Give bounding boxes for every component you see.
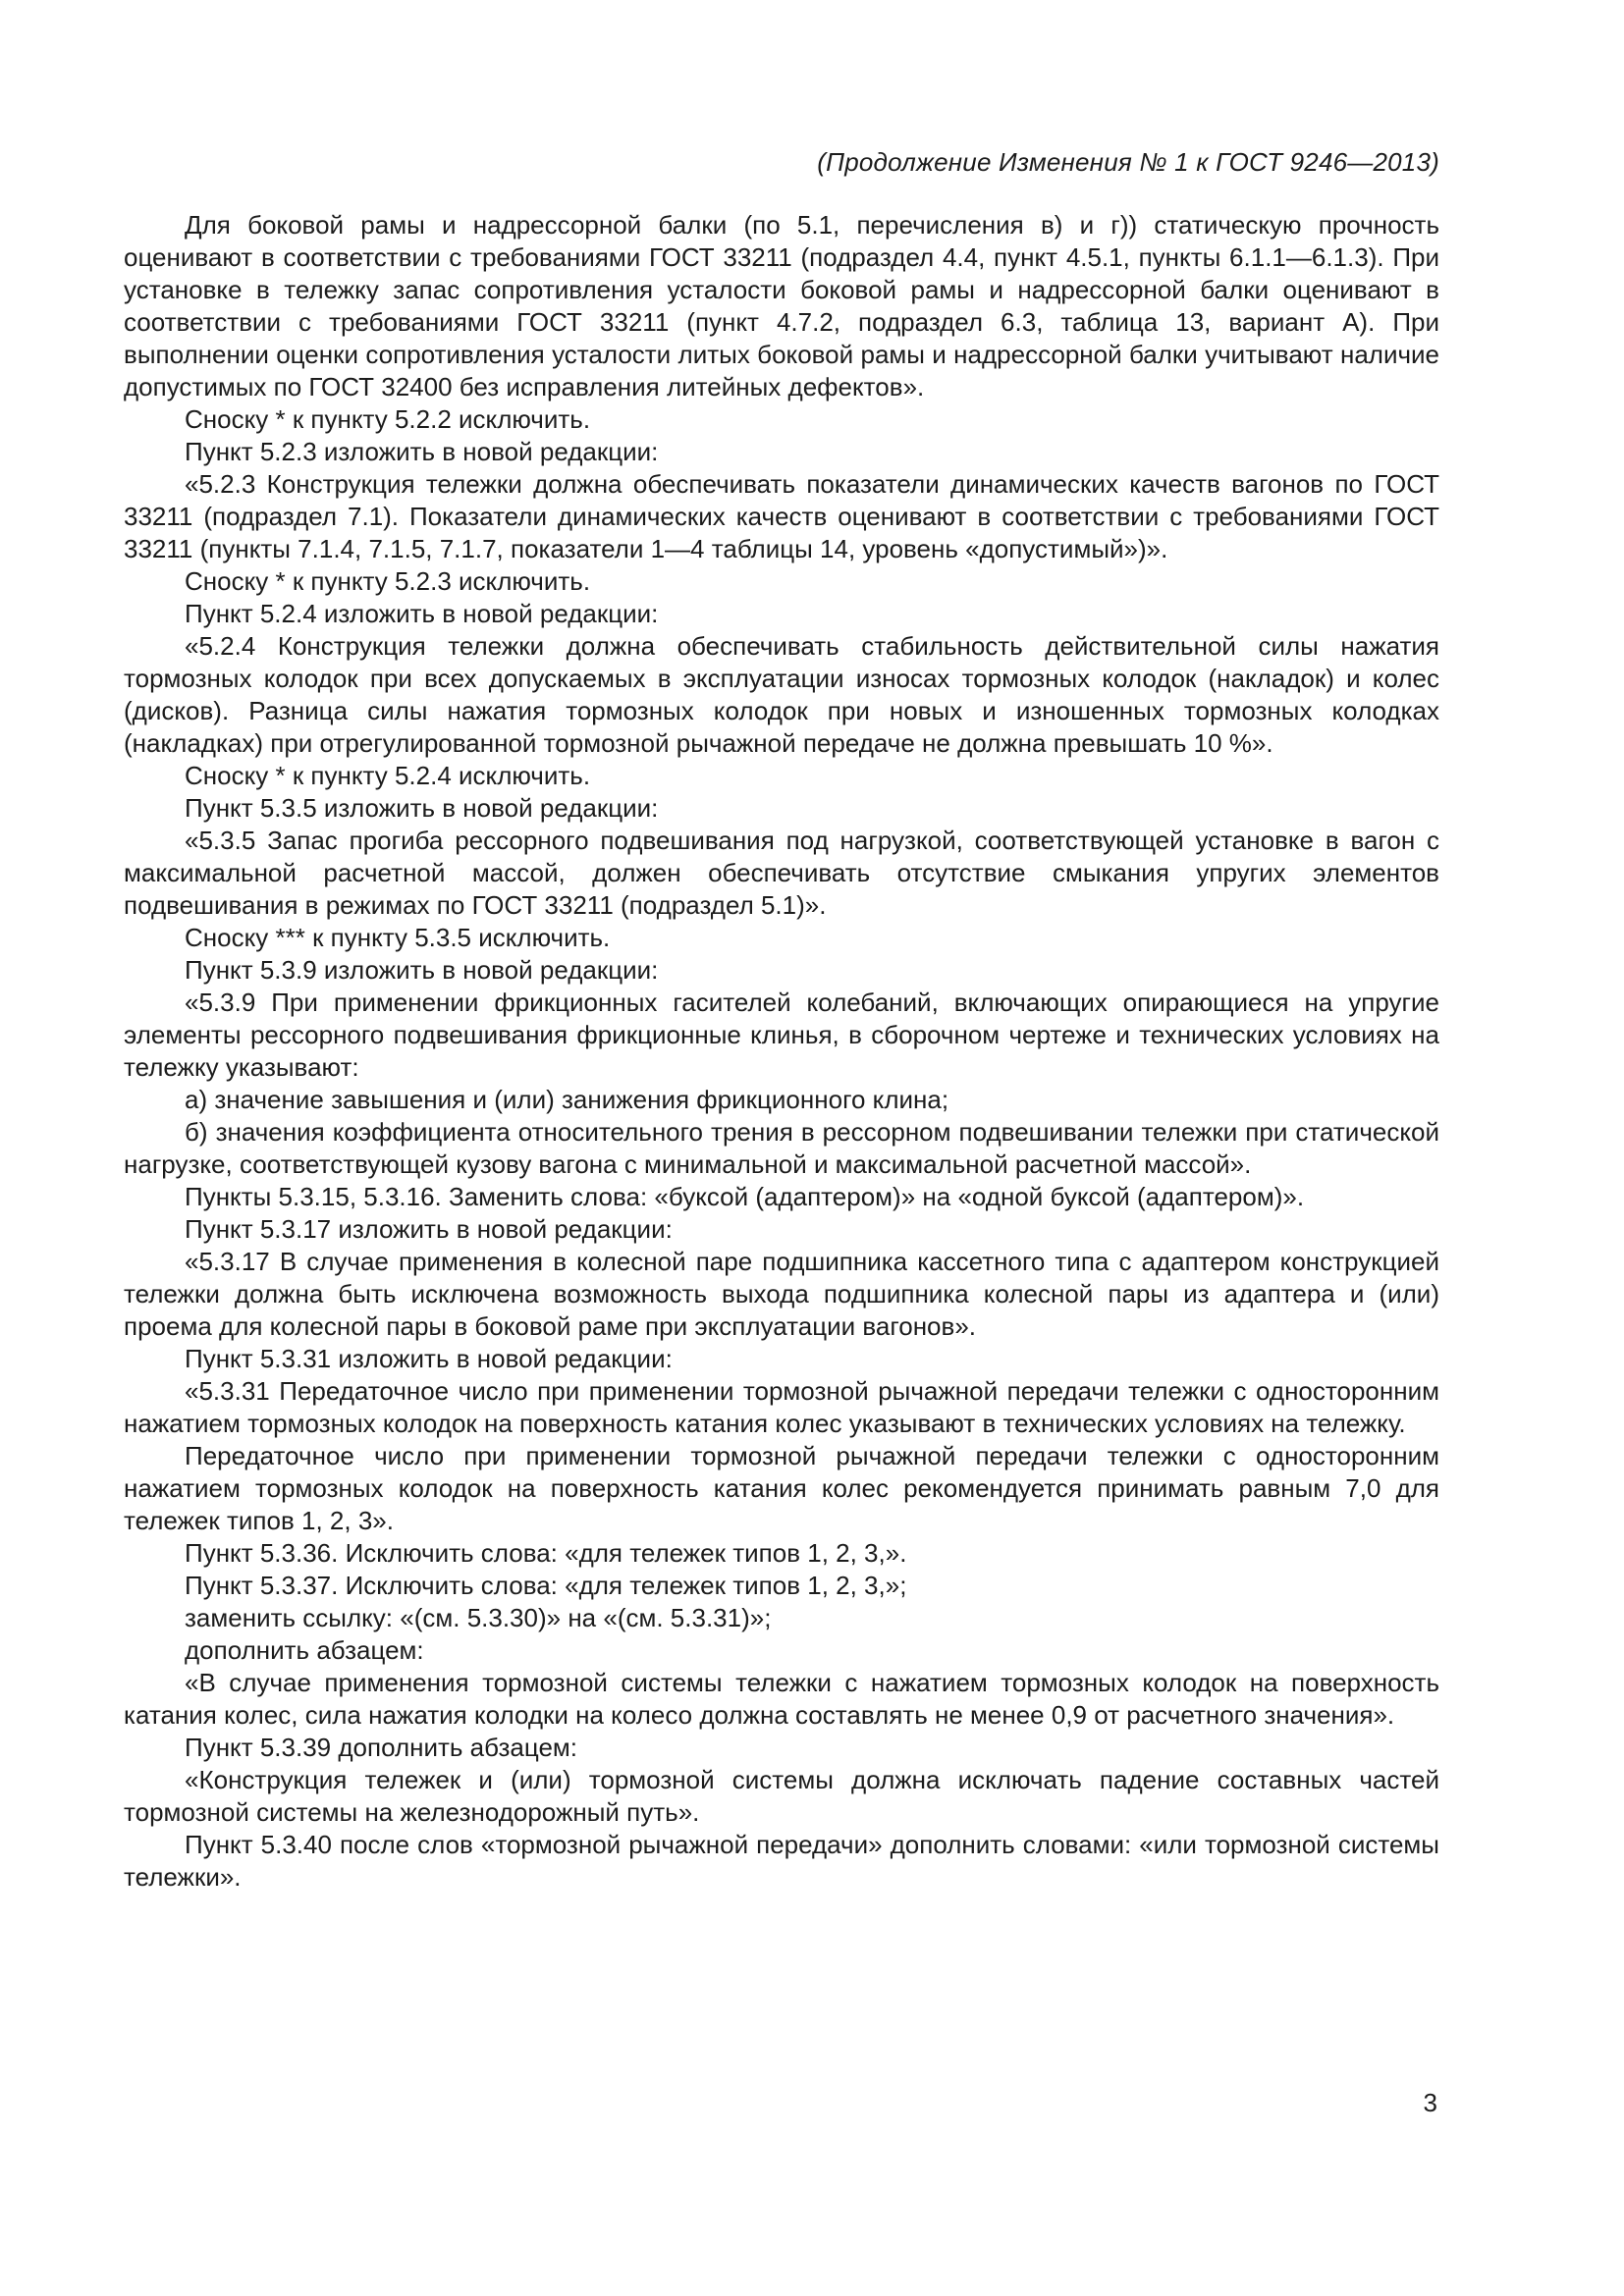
paragraph: Пункт 5.3.39 дополнить абзацем: [185,1733,578,1762]
paragraph: Пункты 5.3.15, 5.3.16. Заменить слова: «буксой (адаптером)» на «одной буксой (адаптером)». [185,1182,1305,1211]
paragraph: б) значения коэффициента относительного трения в рессорном подвешивании тележки при статической нагрузке, соответствующей кузову вагона с минимальной и максимальной расчетной массой». [124,1117,1439,1179]
paragraph: Передаточное число при применении тормозной рычажной передачи тележки с односторонним нажатием тормозных колодок на поверхность катания колес рекомендуется принимать равным 7,0 для тележек типов 1, 2, 3». [124,1441,1439,1535]
paragraph: Для боковой рамы и надрессорной балки (по 5.1, перечисления в) и г)) статическую прочность оценивают в соответствии с требованиями ГОСТ 33211 (подраздел 4.4, пункт 4.5.1, пункты 6.1.1—6.1.3). При установке в тележку запас сопротивления усталости боковой рамы и надрессорной балки оценивают в соответствии с требованиями ГОСТ 33211 (пункт 4.7.2, подраздел 6.3, таблица 13, вариант А). При выполнении оценки сопротивления усталости литых боковой рамы и надрессорной балки учитывают наличие допустимых по ГОСТ 32400 без исправления литейных дефектов». [124,210,1439,401]
paragraph: Пункт 5.3.36. Исключить слова: «для тележек типов 1, 2, 3,». [185,1538,907,1568]
paragraph: «5.3.5 Запас прогиба рессорного подвешивания под нагрузкой, соответствующей установке в вагон с максимальной расчетной массой, должен обеспечивать отсутствие смыкания упругих элементов подвешивания в режимах по ГОСТ 33211 (подраздел 5.1)». [124,826,1439,920]
paragraph: Пункт 5.2.4 изложить в новой редакции: [185,599,659,628]
paragraph: заменить ссылку: «(см. 5.3.30)» на «(см. 5.3.31)»; [185,1603,772,1632]
paragraph: Пункт 5.3.40 после слов «тормозной рычажной передачи» дополнить словами: «или тормозной системы тележки». [124,1830,1439,1892]
paragraph: Сноску * к пункту 5.2.3 исключить. [185,566,591,596]
paragraph: а) значение завышения и (или) занижения фрикционного клина; [185,1085,949,1114]
paragraph: «5.2.3 Конструкция тележки должна обеспечивать показатели динамических качеств вагонов по ГОСТ 33211 (подраздел 7.1). Показатели динамических качеств оценивают в соответствии с требованиями ГОСТ 33211 (пункты 7.1.4, 7.1.5, 7.1.7, показатели 1—4 таблицы 14, уровень «допустимый»)». [124,469,1439,563]
paragraph: «В случае применения тормозной системы тележки с нажатием тормозных колодок на поверхность катания колес, сила нажатия колодки на колесо должна составлять не менее 0,9 от расчетного значения». [124,1668,1439,1730]
paragraph: дополнить абзацем: [185,1635,424,1665]
paragraph: Пункт 5.3.37. Исключить слова: «для тележек типов 1, 2, 3,»; [185,1571,907,1600]
paragraph: Пункт 5.3.31 изложить в новой редакции: [185,1344,673,1373]
paragraph: Сноску * к пункту 5.2.2 исключить. [185,404,591,434]
paragraph: Сноску * к пункту 5.2.4 исключить. [185,761,591,790]
paragraph: Пункт 5.3.5 изложить в новой редакции: [185,793,659,823]
paragraph: «5.3.17 В случае применения в колесной паре подшипника кассетного типа с адаптером конструкцией тележки должна быть исключена возможность выхода подшипника колесной пары из адаптера и (или) проема для колесной пары в боковой раме при эксплуатации вагонов». [124,1247,1439,1341]
page-header: (Продолжение Изменения № 1 к ГОСТ 9246—2013) [817,147,1439,177]
paragraph: Сноску *** к пункту 5.3.5 исключить. [185,923,611,952]
paragraph: Пункт 5.2.3 изложить в новой редакции: [185,437,659,466]
paragraph: «5.3.31 Передаточное число при применении тормозной рычажной передачи тележки с односторонним нажатием тормозных колодок на поверхность катания колес указывают в технических условиях на тележку. [124,1376,1439,1438]
paragraph: Пункт 5.3.17 изложить в новой редакции: [185,1214,673,1244]
paragraph: Пункт 5.3.9 изложить в новой редакции: [185,955,659,985]
paragraph: «Конструкция тележек и (или) тормозной системы должна исключать падение составных частей тормозной системы на железнодорожный путь». [124,1765,1439,1827]
page-number: 3 [1423,2088,1437,2117]
paragraph: «5.2.4 Конструкция тележки должна обеспечивать стабильность действительной силы нажатия тормозных колодок при всех допускаемых в эксплуатации износах тормозных колодок (накладок) и колес (дисков). Разница силы нажатия тормозных колодок при новых и изношенных тормозных колодках (накладках) при отрегулированной тормозной рычажной передаче не должна превышать 10 %». [124,631,1439,758]
paragraph: «5.3.9 При применении фрикционных гасителей колебаний, включающих опирающиеся на упругие элементы рессорного подвешивания фрикционные клинья, в сборочном чертеже и технических условиях на тележку указывают: [124,988,1439,1082]
document-body [124,209,1439,1894]
